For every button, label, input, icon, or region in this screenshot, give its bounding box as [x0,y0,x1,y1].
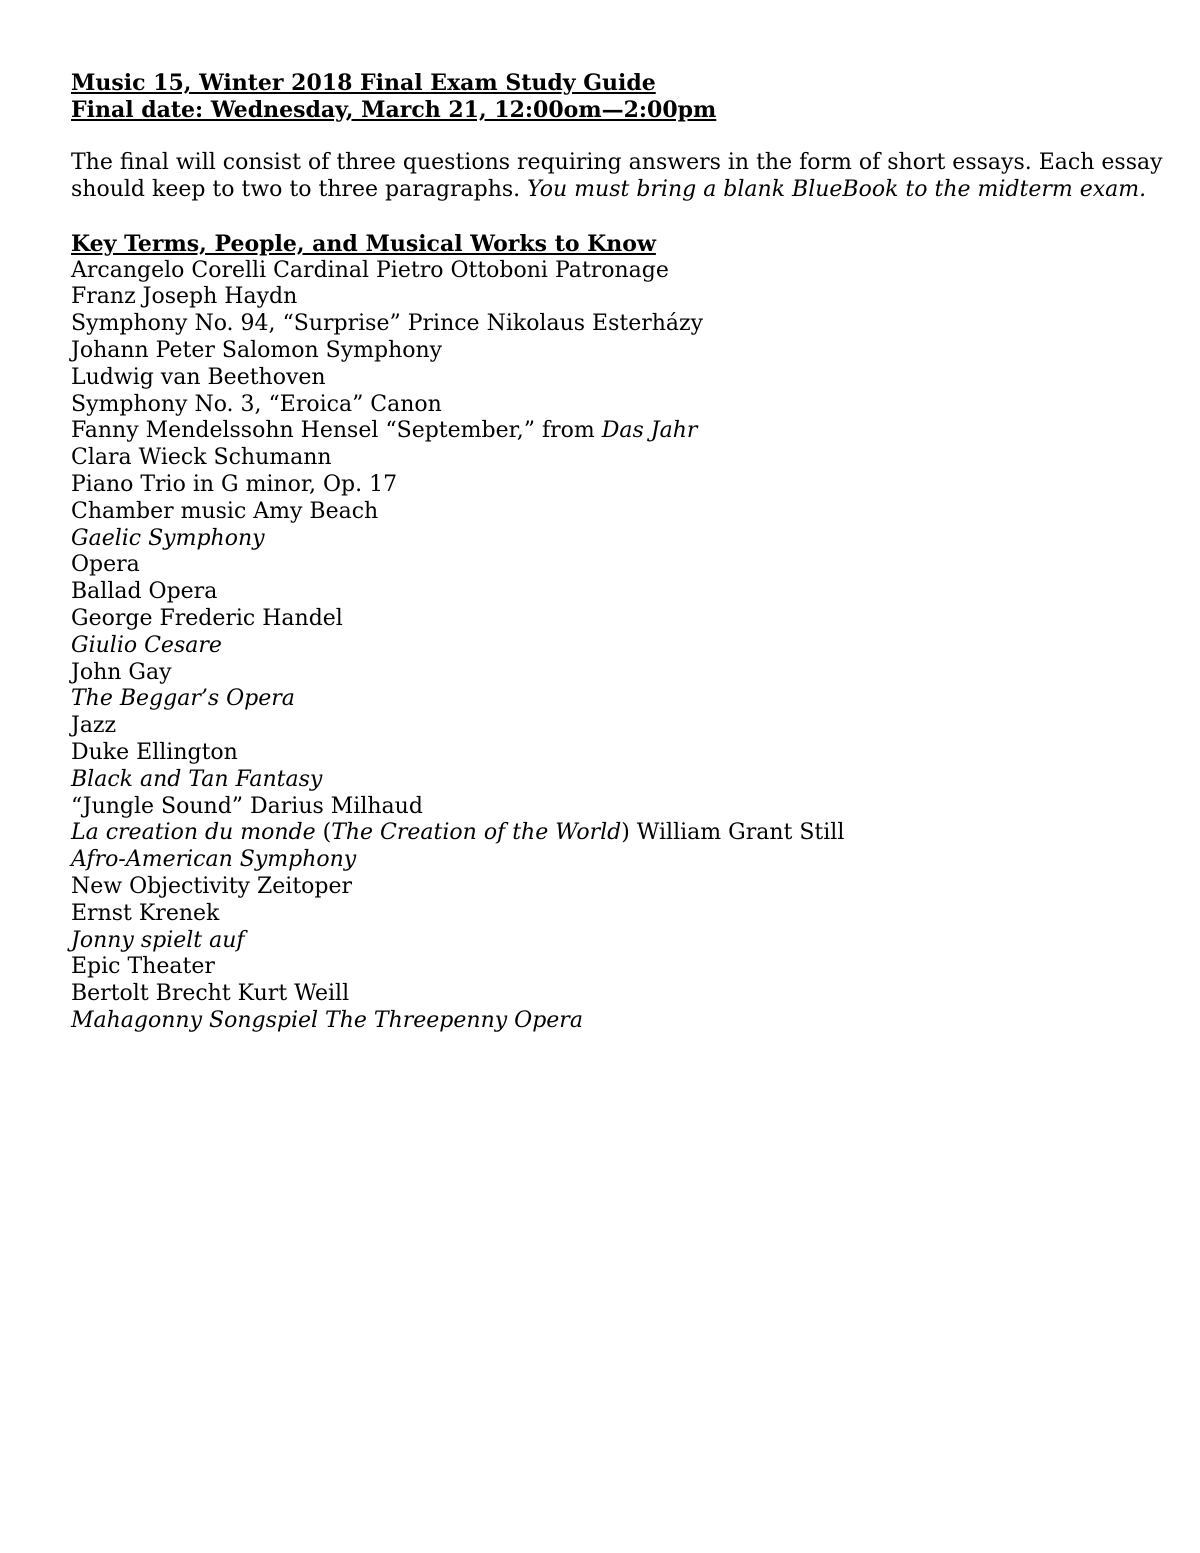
term-item [71,767,1131,794]
term-work-title: Gaelic Symphony [71,525,265,551]
document-page [71,70,1163,1035]
term-text: Chamber music Amy Beach [71,498,379,524]
term-text: Opera [71,552,140,578]
term-text: Piano Trio in G minor, Op. 17 [71,471,398,497]
document-title: Music 15, Winter 2018 Final Exam Study Guide [71,70,656,96]
term-text: George Frederic Handel [71,605,343,631]
term-text: Symphony No. 3, “Eroica” Canon [71,391,442,417]
term-text: Franz Joseph Haydn [71,284,298,310]
term-item [71,794,1131,821]
term-item [71,954,1131,981]
term-item [71,258,1131,285]
term-work-title: Afro-American Symphony [71,847,357,873]
term-item [71,499,1131,526]
term-item [71,901,1131,928]
term-item [71,338,1131,365]
term-work-title: Black and Tan Fantasy [71,766,323,792]
term-item [71,928,1131,955]
term-item [71,713,1131,740]
term-work-title: La creation du monde [71,820,316,846]
term-text: “Jungle Sound” Darius Milhaud [71,793,423,819]
term-item [71,445,1131,472]
term-item [71,552,1131,579]
term-work-title: Mahagonny Songspiel The Threepenny Opera [71,1007,583,1033]
term-text: Ballad Opera [71,579,218,605]
term-item [71,686,1131,713]
term-text: Ernst Krenek [71,900,220,926]
terms-list [71,258,1131,1035]
term-text: John Gay [71,659,172,685]
intro-line-1: The final will consist of three questions requiring answers in the form of short essays. Each essay [71,150,1163,176]
term-item [71,311,1131,338]
term-text: Epic Theater [71,954,215,980]
term-work-title: The Beggar’s Opera [71,686,295,712]
term-text: Clara Wieck Schumann [71,445,332,471]
term-text: Duke Ellington [71,739,238,765]
term-item [71,874,1131,901]
term-item [71,284,1131,311]
intro-paragraph [71,150,1163,204]
term-item [71,392,1131,419]
term-text: ) William Grant Still [621,820,845,846]
term-text: Symphony No. 94, “Surprise” Prince Nikolaus Esterházy [71,311,704,337]
term-item [71,660,1131,687]
term-item [71,633,1131,660]
term-item [71,1008,1131,1035]
term-item [71,526,1131,553]
term-item [71,472,1131,499]
term-text: Fanny Mendelssohn Hensel “September,” from [71,418,602,444]
term-item [71,981,1131,1008]
term-work-title: Giulio Cesare [71,632,222,658]
term-item [71,579,1131,606]
term-work-title: The Creation of the World [331,820,622,846]
intro-line-2 [71,177,1147,204]
term-text: Jazz [71,713,117,739]
term-work-title: Das Jahr [601,418,698,444]
term-text: Johann Peter Salomon Symphony [71,337,443,363]
exam-date: Final date: Wednesday, March 21, 12:00om—2:00pm [71,96,717,123]
term-item [71,606,1131,633]
term-work-title: Jonny spielt auf [71,927,245,953]
terms-heading: Key Terms, People, and Musical Works to Know [71,230,656,257]
term-item [71,820,1131,847]
intro-line-2-text: should keep to two to three paragraphs. [71,177,528,203]
term-text: Bertolt Brecht Kurt Weill [71,981,350,1007]
term-item [71,740,1131,767]
term-text: New Objectivity Zeitoper [71,873,353,899]
term-text: Arcangelo Corelli Cardinal Pietro Ottoboni Patronage [71,257,669,283]
bluebook-instruction: You must bring a blank BlueBook to the midterm exam. [527,177,1147,203]
term-item [71,847,1131,874]
term-text: Ludwig van Beethoven [71,364,326,390]
term-item [71,418,1131,445]
term-item [71,365,1131,392]
term-text: ( [315,820,332,846]
